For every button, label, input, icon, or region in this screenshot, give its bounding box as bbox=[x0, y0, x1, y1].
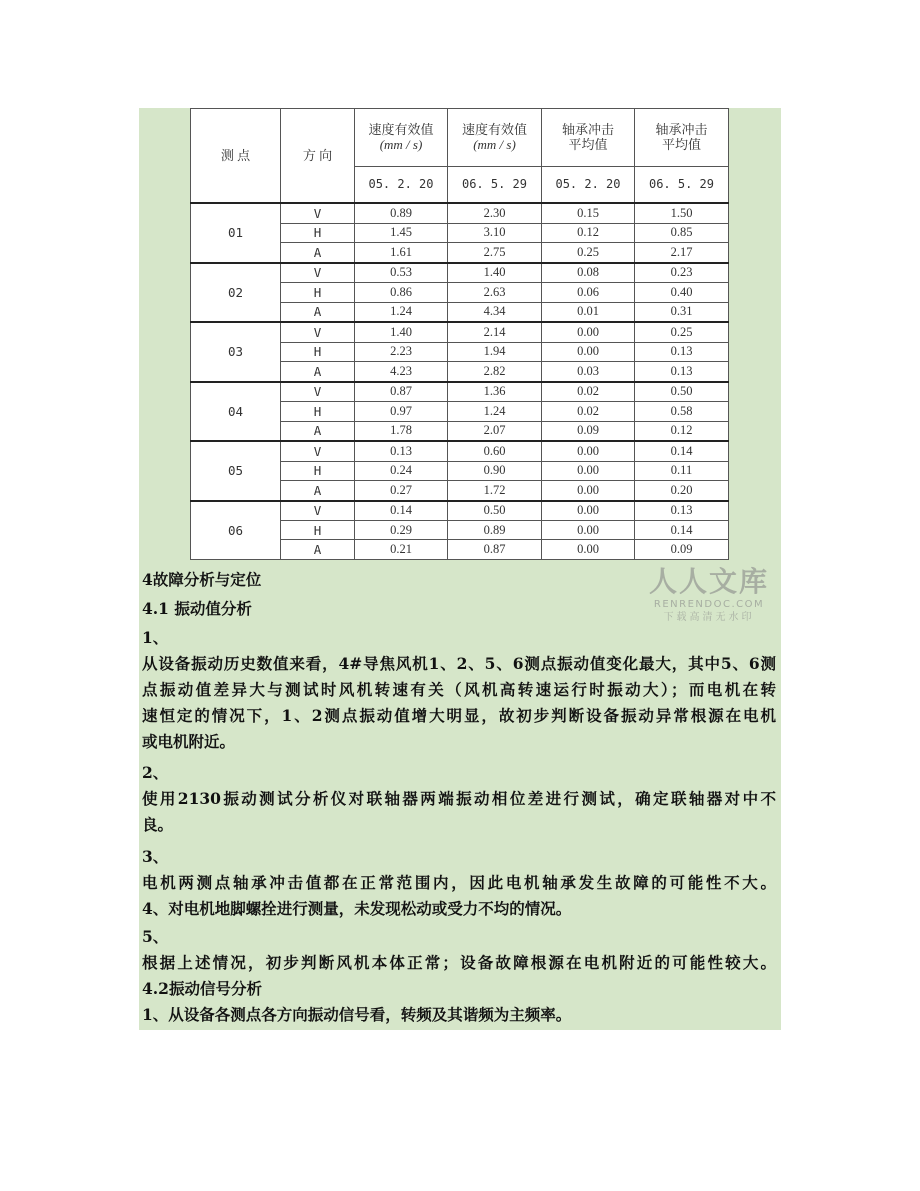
item-1-line-2: 点振动值差异大与测试时风机转速有关（风机高转速运行时振动大）；而电机在转 bbox=[142, 680, 776, 699]
header-velocity-1-label: 速度有效值 bbox=[368, 121, 434, 137]
bearing-0529-cell: 0.25 bbox=[635, 322, 729, 342]
bearing-0520-cell: 0.25 bbox=[542, 243, 635, 263]
measuring-point-cell: 01 bbox=[191, 203, 281, 262]
velocity-0520-cell: 0.24 bbox=[355, 461, 448, 480]
header-velocity-2-unit: (mm / s) bbox=[473, 137, 516, 153]
header-bearing-1-line-a: 轴承冲击 bbox=[561, 121, 614, 137]
bearing-0529-cell: 0.14 bbox=[635, 441, 729, 461]
bearing-0520-cell: 0.15 bbox=[542, 203, 635, 223]
velocity-0520-cell: 4.23 bbox=[355, 362, 448, 382]
bearing-0520-cell: 0.00 bbox=[542, 322, 635, 342]
direction-cell: H bbox=[281, 461, 355, 480]
header-date-4: 06. 5. 29 bbox=[635, 166, 729, 203]
direction-cell: V bbox=[281, 501, 355, 521]
bearing-0529-cell: 1.50 bbox=[635, 203, 729, 223]
velocity-0520-cell: 1.78 bbox=[355, 421, 448, 441]
direction-cell: V bbox=[281, 441, 355, 461]
table-row bbox=[191, 263, 729, 283]
item-4-2-1-line-1: 1、从设备各测点各方向振动信号看，转频及其谐频为主频率。 bbox=[142, 1005, 572, 1024]
item-1-number: 1、 bbox=[142, 628, 169, 647]
velocity-0529-cell: 1.36 bbox=[448, 382, 542, 402]
bearing-0520-cell: 0.03 bbox=[542, 362, 635, 382]
vibration-data-table-wrapper bbox=[190, 108, 728, 560]
direction-cell: A bbox=[281, 243, 355, 263]
header-bearing-2 bbox=[635, 109, 729, 167]
velocity-0529-cell: 3.10 bbox=[448, 223, 542, 242]
item-1-line-4: 或电机附近。 bbox=[142, 732, 236, 751]
velocity-0529-cell: 2.75 bbox=[448, 243, 542, 263]
velocity-0520-cell: 1.45 bbox=[355, 223, 448, 242]
bearing-0520-cell: 0.09 bbox=[542, 421, 635, 441]
bearing-0520-cell: 0.00 bbox=[542, 540, 635, 560]
bearing-0529-cell: 0.14 bbox=[635, 521, 729, 540]
bearing-0520-cell: 0.00 bbox=[542, 461, 635, 480]
direction-cell: V bbox=[281, 322, 355, 342]
velocity-0520-cell: 1.61 bbox=[355, 243, 448, 263]
bearing-0520-cell: 0.02 bbox=[542, 382, 635, 402]
velocity-0520-cell: 0.97 bbox=[355, 402, 448, 421]
measuring-point-cell: 06 bbox=[191, 501, 281, 560]
bearing-0529-cell: 0.09 bbox=[635, 540, 729, 560]
item-5-number: 5、 bbox=[142, 927, 169, 946]
header-velocity-2-label: 速度有效值 bbox=[461, 121, 527, 137]
bearing-0529-cell: 0.85 bbox=[635, 223, 729, 242]
item-4-line-1: 4、对电机地脚螺拴进行测量，未发现松动或受力不均的情况。 bbox=[142, 899, 572, 918]
velocity-0520-cell: 0.29 bbox=[355, 521, 448, 540]
measuring-point-cell: 02 bbox=[191, 263, 281, 322]
header-bearing-2-line-b: 平均值 bbox=[661, 137, 701, 153]
velocity-0529-cell: 2.14 bbox=[448, 322, 542, 342]
velocity-0520-cell: 0.21 bbox=[355, 540, 448, 560]
velocity-0520-cell: 0.27 bbox=[355, 481, 448, 501]
bearing-0520-cell: 0.00 bbox=[542, 501, 635, 521]
direction-cell: H bbox=[281, 402, 355, 421]
watermark-tagline: 下载高清无水印 bbox=[663, 612, 755, 623]
measuring-point-cell: 03 bbox=[191, 322, 281, 381]
item-3-line-1: 电机两测点轴承冲击值都在正常范围内，因此电机轴承发生故障的可能性不大。 bbox=[142, 873, 776, 892]
velocity-0520-cell: 0.14 bbox=[355, 501, 448, 521]
table-row bbox=[191, 501, 729, 521]
bearing-0529-cell: 0.20 bbox=[635, 481, 729, 501]
header-velocity-1-unit: (mm / s) bbox=[379, 137, 423, 153]
bearing-0529-cell: 0.40 bbox=[635, 283, 729, 302]
bearing-0520-cell: 0.00 bbox=[542, 342, 635, 361]
direction-cell: V bbox=[281, 263, 355, 283]
velocity-0520-cell: 0.89 bbox=[355, 203, 448, 223]
direction-cell: A bbox=[281, 362, 355, 382]
table-row bbox=[191, 203, 729, 223]
item-2-line-2: 良。 bbox=[142, 815, 174, 834]
item-2-number: 2、 bbox=[142, 763, 169, 782]
header-point: 测 点 bbox=[191, 109, 281, 204]
velocity-0529-cell: 2.82 bbox=[448, 362, 542, 382]
velocity-0520-cell: 1.24 bbox=[355, 302, 448, 322]
bearing-0529-cell: 2.17 bbox=[635, 243, 729, 263]
bearing-0520-cell: 0.00 bbox=[542, 481, 635, 501]
velocity-0529-cell: 1.72 bbox=[448, 481, 542, 501]
direction-cell: H bbox=[281, 342, 355, 361]
velocity-0529-cell: 2.63 bbox=[448, 283, 542, 302]
header-direction: 方 向 bbox=[281, 109, 355, 204]
table-row bbox=[191, 441, 729, 461]
direction-cell: H bbox=[281, 283, 355, 302]
section-4-title: 4故障分析与定位 bbox=[142, 570, 262, 589]
watermark bbox=[646, 566, 772, 624]
bearing-0520-cell: 0.00 bbox=[542, 521, 635, 540]
bearing-0529-cell: 0.13 bbox=[635, 342, 729, 361]
watermark-logo-text: 人人文库 bbox=[648, 565, 769, 598]
velocity-0520-cell: 2.23 bbox=[355, 342, 448, 361]
measuring-point-cell: 04 bbox=[191, 382, 281, 441]
table-row bbox=[191, 322, 729, 342]
velocity-0529-cell: 0.90 bbox=[448, 461, 542, 480]
velocity-0529-cell: 2.30 bbox=[448, 203, 542, 223]
velocity-0529-cell: 0.60 bbox=[448, 441, 542, 461]
direction-cell: V bbox=[281, 382, 355, 402]
bearing-0529-cell: 0.11 bbox=[635, 461, 729, 480]
bearing-0529-cell: 0.12 bbox=[635, 421, 729, 441]
header-date-3: 05. 2. 20 bbox=[542, 166, 635, 203]
velocity-0520-cell: 1.40 bbox=[355, 322, 448, 342]
header-date-1: 05. 2. 20 bbox=[355, 166, 448, 203]
item-3-number: 3、 bbox=[142, 847, 169, 866]
bearing-0520-cell: 0.08 bbox=[542, 263, 635, 283]
bearing-0529-cell: 0.50 bbox=[635, 382, 729, 402]
velocity-0529-cell: 0.50 bbox=[448, 501, 542, 521]
direction-cell: A bbox=[281, 540, 355, 560]
direction-cell: H bbox=[281, 521, 355, 540]
section-4-1-title: 4.1 振动值分析 bbox=[142, 599, 252, 618]
item-5-line-1: 根据上述情况，初步判断风机本体正常；设备故障根源在电机附近的可能性较大。 bbox=[142, 953, 776, 972]
header-velocity-2 bbox=[448, 109, 542, 167]
velocity-0520-cell: 0.87 bbox=[355, 382, 448, 402]
velocity-0529-cell: 1.40 bbox=[448, 263, 542, 283]
header-date-2: 06. 5. 29 bbox=[448, 166, 542, 203]
direction-cell: H bbox=[281, 223, 355, 242]
table-row bbox=[191, 382, 729, 402]
item-2-line-1: 使用2130振动测试分析仪对联轴器两端振动相位差进行测试，确定联轴器对中不 bbox=[142, 789, 776, 808]
vibration-data-table bbox=[190, 108, 729, 560]
bearing-0529-cell: 0.23 bbox=[635, 263, 729, 283]
watermark-domain: RENRENDOC.COM bbox=[653, 599, 765, 610]
velocity-0520-cell: 0.13 bbox=[355, 441, 448, 461]
direction-cell: A bbox=[281, 481, 355, 501]
bearing-0520-cell: 0.06 bbox=[542, 283, 635, 302]
bearing-0520-cell: 0.02 bbox=[542, 402, 635, 421]
velocity-0529-cell: 2.07 bbox=[448, 421, 542, 441]
velocity-0529-cell: 1.94 bbox=[448, 342, 542, 361]
measuring-point-cell: 05 bbox=[191, 441, 281, 500]
header-bearing-2-line-a: 轴承冲击 bbox=[655, 121, 708, 137]
section-4-2-title: 4.2振动信号分析 bbox=[142, 979, 262, 998]
bearing-0529-cell: 0.13 bbox=[635, 362, 729, 382]
direction-cell: A bbox=[281, 302, 355, 322]
header-bearing-1-line-b: 平均值 bbox=[568, 137, 608, 153]
direction-cell: A bbox=[281, 421, 355, 441]
item-1-line-1: 从设备振动历史数值来看，4#导焦风机1、2、5、6测点振动值变化最大，其中5、6测 bbox=[142, 654, 776, 673]
bearing-0520-cell: 0.01 bbox=[542, 302, 635, 322]
velocity-0520-cell: 0.86 bbox=[355, 283, 448, 302]
bearing-0520-cell: 0.12 bbox=[542, 223, 635, 242]
item-1-line-3: 速恒定的情况下，1、2测点振动值增大明显，故初步判断设备振动异常根源在电机 bbox=[142, 706, 776, 725]
bearing-0529-cell: 0.58 bbox=[635, 402, 729, 421]
velocity-0529-cell: 4.34 bbox=[448, 302, 542, 322]
velocity-0529-cell: 0.89 bbox=[448, 521, 542, 540]
header-velocity-1 bbox=[355, 109, 448, 167]
velocity-0520-cell: 0.53 bbox=[355, 263, 448, 283]
bearing-0529-cell: 0.13 bbox=[635, 501, 729, 521]
bearing-0520-cell: 0.00 bbox=[542, 441, 635, 461]
bearing-0529-cell: 0.31 bbox=[635, 302, 729, 322]
velocity-0529-cell: 1.24 bbox=[448, 402, 542, 421]
direction-cell: V bbox=[281, 203, 355, 223]
header-bearing-1 bbox=[542, 109, 635, 167]
velocity-0529-cell: 0.87 bbox=[448, 540, 542, 560]
